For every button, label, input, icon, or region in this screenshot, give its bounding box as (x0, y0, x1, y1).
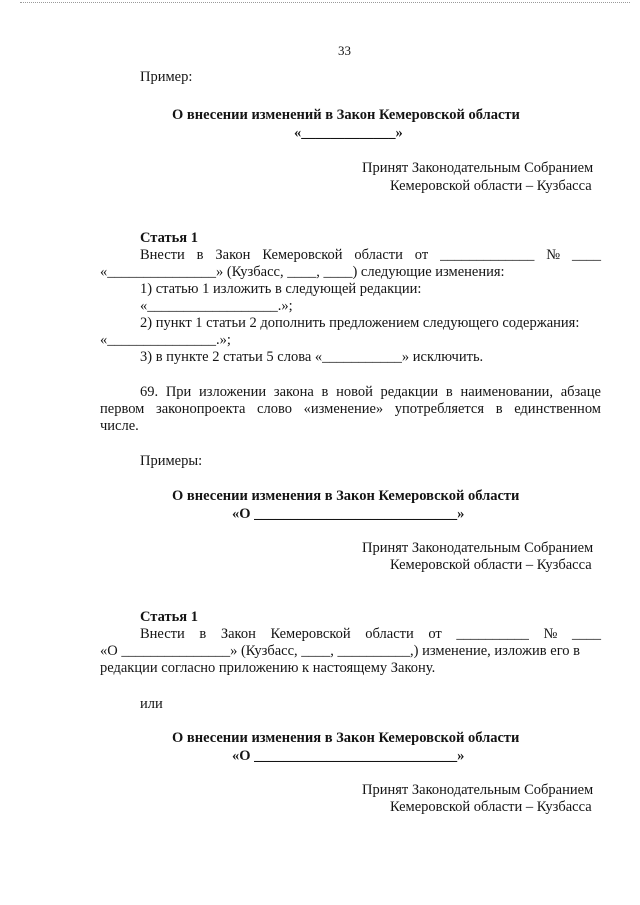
word: законопроекта (155, 401, 246, 417)
list-item-3: 3) в пункте 2 статьи 5 слова «___________» исключить. (140, 349, 484, 365)
word: «изменение» (303, 401, 384, 417)
word: Кемеровской (270, 626, 351, 642)
word: абзаце (560, 384, 601, 400)
word: в (196, 247, 204, 263)
word: Кемеровской (262, 247, 343, 263)
blank-number: ____ (571, 626, 601, 642)
adopted-by-line2: Кемеровской области – Кузбасса (390, 799, 592, 815)
word: от (414, 247, 429, 263)
word: единственном (514, 401, 601, 417)
law-title-quoted-blank: «О ____________________________» (232, 748, 465, 764)
article-heading: Статья 1 (140, 230, 198, 246)
article-text-line3: редакции согласно приложению к настоящему Закону. (100, 660, 436, 676)
law-title-quoted-blank: «_____________» (294, 125, 403, 141)
word: от (428, 626, 442, 642)
blank-date: _____________ (440, 247, 535, 263)
list-item-2-continuation: «_______________.»; (100, 332, 231, 348)
blank-number: ____ (571, 247, 601, 263)
word: области (354, 247, 403, 263)
adopted-by-line2: Кемеровской области – Кузбасса (390, 178, 592, 194)
law-title: О внесении изменения в Закон Кемеровской области (172, 730, 520, 746)
word: закона (273, 384, 314, 400)
blank-date: __________ (456, 626, 529, 642)
word: Внести (140, 626, 185, 642)
word: в (199, 626, 207, 642)
word: Закон (220, 626, 256, 642)
word: слово (257, 401, 292, 417)
word: изложении (199, 384, 267, 400)
word: При (165, 384, 192, 400)
word: наименовании, (460, 384, 554, 400)
number-sign: № (543, 626, 558, 642)
law-title: О внесении изменения в Закон Кемеровской области (172, 488, 520, 504)
or-label: или (140, 696, 163, 712)
word: новой (336, 384, 373, 400)
law-title-quoted-blank: «О ____________________________» (232, 506, 465, 522)
list-item-1-continuation: «__________________.»; (140, 298, 293, 314)
article-text-line2: «О _______________» (Кузбасс, ____, __________,) изменение, изложив его в (100, 643, 581, 659)
word: употребляется (394, 401, 485, 417)
example-label: Пример: (140, 69, 193, 85)
number-sign: № (546, 247, 561, 263)
paragraph-69-line1 (140, 384, 601, 401)
word: редакции (380, 384, 439, 400)
adopted-by-line1: Принят Законодательным Собранием (362, 160, 594, 176)
word: 69. (140, 384, 159, 400)
word: Внести (140, 247, 185, 263)
article-text-line1 (140, 247, 601, 264)
word: в (321, 384, 329, 400)
list-item-2: 2) пункт 1 статьи 2 дополнить предложением следующего содержания: (140, 315, 580, 331)
examples-label: Примеры: (140, 453, 203, 469)
word: в (445, 384, 453, 400)
word: области (365, 626, 414, 642)
word: первом (100, 401, 145, 417)
article-text-line2: «_______________» (Кузбасс, ____, ____) следующие изменения: (100, 264, 505, 280)
word: Закон (215, 247, 251, 263)
word: в (495, 401, 503, 417)
paragraph-69-line2 (100, 401, 601, 418)
adopted-by-line1: Принят Законодательным Собранием (362, 782, 594, 798)
paragraph-69-line3: числе. (100, 418, 139, 434)
adopted-by-line2: Кемеровской области – Кузбасса (390, 557, 592, 573)
list-item-1: 1) статью 1 изложить в следующей редакции: (140, 281, 422, 297)
adopted-by-line1: Принят Законодательным Собранием (362, 540, 594, 556)
page-number: 33 (338, 43, 351, 58)
page-top-edge (20, 2, 630, 3)
law-title: О внесении изменений в Закон Кемеровской области (172, 107, 520, 123)
article-text-line1 (140, 626, 601, 643)
article-heading: Статья 1 (140, 609, 198, 625)
